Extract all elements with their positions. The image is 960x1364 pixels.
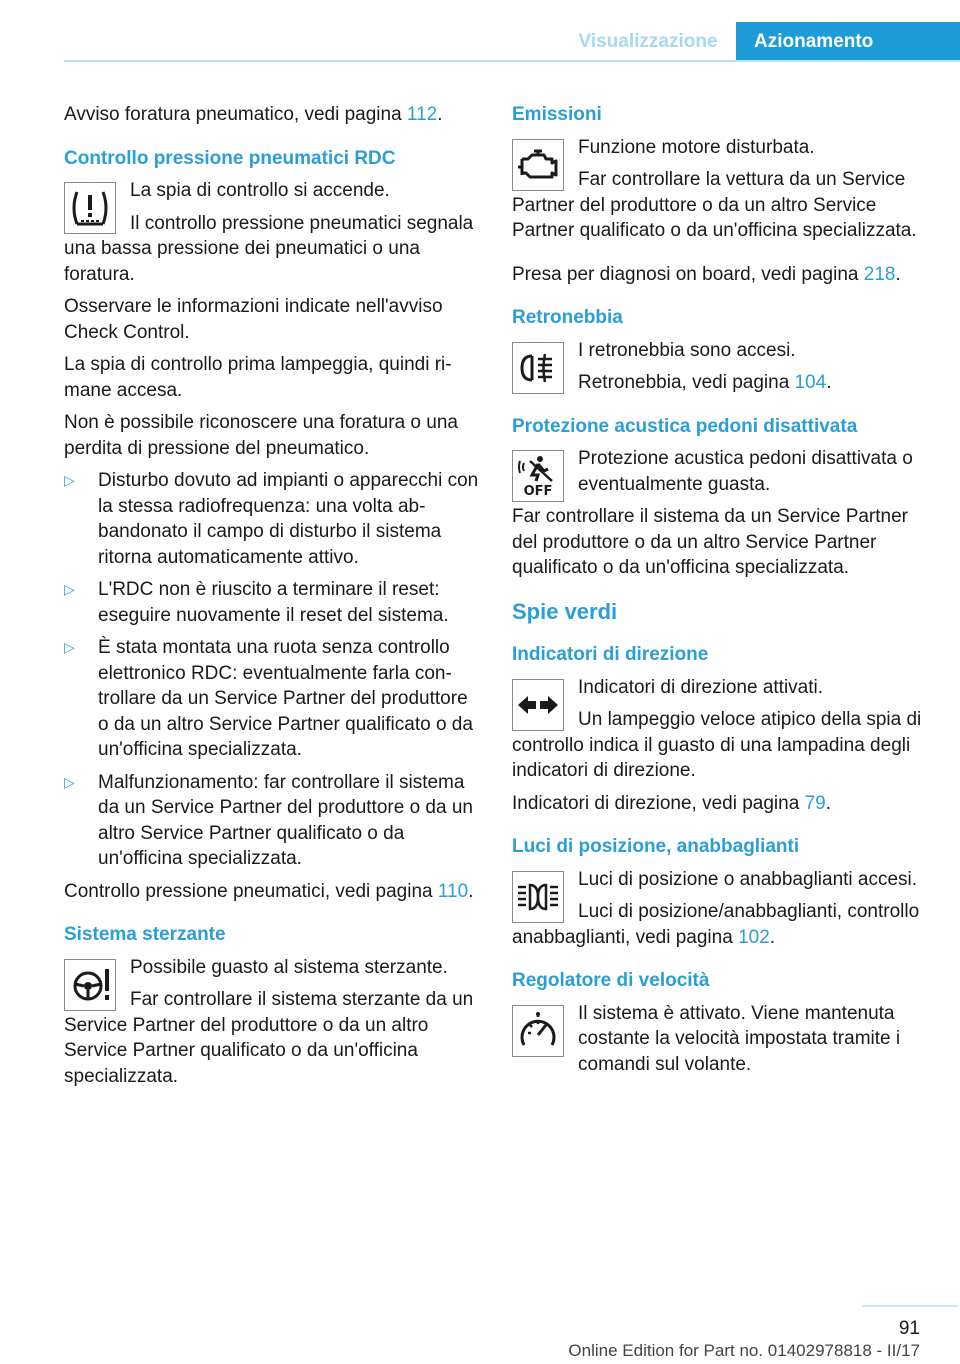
page-link-79[interactable]: 79 [804, 792, 826, 814]
rdc-p5: Non è possibile riconoscere una foratura o una perdita di pressione del pneumatico. [64, 412, 458, 459]
rear-fog-p1: I retronebbia sono accesi. [578, 339, 796, 361]
rear-fog-p2: Retronebbia, vedi pagina 104. [578, 372, 832, 393]
cruise-control-icon [512, 1005, 564, 1057]
pedestrian-p2: Far controllare il sistema da un Service Partner del produttore o da un altro Service Partner qualificato o da un'officina specializzata. [512, 506, 908, 578]
list-item: ▷ L'RDC non è riuscito a terminare il reset: eseguire nuovamente il reset del sistema. [64, 577, 480, 628]
tyre-pressure-warning-icon [64, 182, 116, 234]
cruise-control-heading: Regolatore di velocità [512, 970, 710, 991]
page-link-104[interactable]: 104 [794, 372, 827, 393]
turn-signals-p2: Un lampeggio veloce atipico della spia di controllo indica il guasto di una lampadina degli indicatori di direzione. [512, 709, 922, 781]
edition-footer: Online Edition for Part no. 01402978818 - II/17 [568, 1341, 920, 1360]
parking-lights-p2: Luci di posizione/anabbaglianti, controllo anabbaglianti, vedi pagina 102. [512, 901, 920, 948]
cruise-control-p1: Il sistema è attivato. Viene mantenuta costante la velocità impostata tramite i comandi sul volante. [578, 1002, 901, 1075]
rdc-heading: Controllo pressione pneumatici RDC [64, 147, 396, 169]
rdc-p2: Il controllo pressione pneumatici segnala una bassa pressione dei pneumatici o una foratura. [64, 212, 474, 285]
tab-azionamento[interactable]: Azionamento [736, 22, 960, 60]
rdc-p6: Controllo pressione pneumatici, vedi pagina 110. [64, 880, 474, 902]
turn-signals-heading: Indicatori di direzione [512, 644, 709, 665]
emissions-p2: Far controllare la vettura da un Service Partner del produttore o da un altro Service Partner qualificato o da un'officina specializzata. [512, 169, 917, 241]
rear-fog-heading: Retronebbia [512, 307, 623, 328]
turn-signals-p1: Indicatori di direzione attivati. [578, 676, 824, 698]
left-column [64, 102, 480, 1089]
footer-rule [862, 1305, 958, 1307]
pedestrian-p1: Protezione acustica pedoni disattivata o eventualmente guasta. [578, 448, 913, 495]
emissions-p1: Funzione motore disturbata. [578, 136, 815, 158]
steering-p1: Possibile guasto al sistema sterzante. [130, 956, 448, 978]
list-item: ▷ Malfunzionamento: far controllare il sistema da un Service Partner del produttore o da un altro Service Partner qualificato o da un'officina specializzata. [64, 770, 480, 872]
page-link-112[interactable]: 112 [406, 104, 438, 125]
engine-icon [512, 139, 564, 191]
steering-warning-icon [64, 959, 116, 1011]
page-link-102[interactable]: 102 [738, 926, 770, 948]
list-item: ▷ Disturbo dovuto ad impianti o apparecchi con la stessa radiofrequenza: una volta abbandonato il campo di disturbo il sistema ritorna automaticamente attivo. [64, 468, 480, 570]
rdc-p3: Osservare le informazioni indicate nell'avviso Check Control. [64, 296, 443, 343]
turn-signals-p3: Indicatori di direzione, vedi pagina 79. [512, 792, 831, 814]
turn-signal-icon [512, 679, 564, 731]
parking-lights-p1: Luci di posizione o anabbaglianti accesi. [578, 868, 918, 890]
rear-fog-light-icon [512, 342, 564, 394]
steering-p2: Far controllare il sistema sterzante da un Service Partner del produttore o da un altro Service Partner qualificato o da un'officina specializzata. [64, 989, 474, 1087]
rdc-p1: La spia di controllo si accende. [130, 180, 390, 201]
steering-heading: Sistema sterzante [64, 924, 226, 945]
right-column [512, 102, 924, 1077]
rdc-p4: La spia di controllo prima lampeggia, quindi rimane accesa. [64, 354, 452, 401]
pedestrian-icon-off-text: OFF [523, 484, 553, 497]
pedestrian-sound-off-icon [512, 450, 564, 502]
green-lights-heading: Spie verdi [512, 598, 618, 624]
page-link-218[interactable]: 218 [863, 263, 896, 285]
header-rule [64, 60, 960, 62]
tyre-warning-paragraph: Avviso foratura pneumatico, vedi pagina 112. [64, 104, 443, 125]
emissions-heading: Emissioni [512, 104, 602, 125]
emissions-p3: Presa per diagnosi on board, vedi pagina 218. [512, 263, 901, 285]
page-number: 91 [898, 1318, 920, 1339]
pedestrian-sound-heading: Protezione acustica pedoni disattivata [512, 415, 858, 437]
page-link-110[interactable]: 110 [437, 880, 469, 902]
list-item: ▷ È stata montata una ruota senza controllo elettronico RDC: eventualmente farla controllare da un Service Partner del produttore o da un altro Service Partner qualificato o da un'officina specializzata. [64, 635, 480, 763]
parking-lights-icon [512, 871, 564, 923]
parking-lights-heading: Luci di posizione, anabbaglianti [512, 836, 800, 857]
tab-visualizzazione[interactable]: Visualizzazione [578, 31, 718, 52]
rdc-bullet-list [64, 468, 480, 872]
